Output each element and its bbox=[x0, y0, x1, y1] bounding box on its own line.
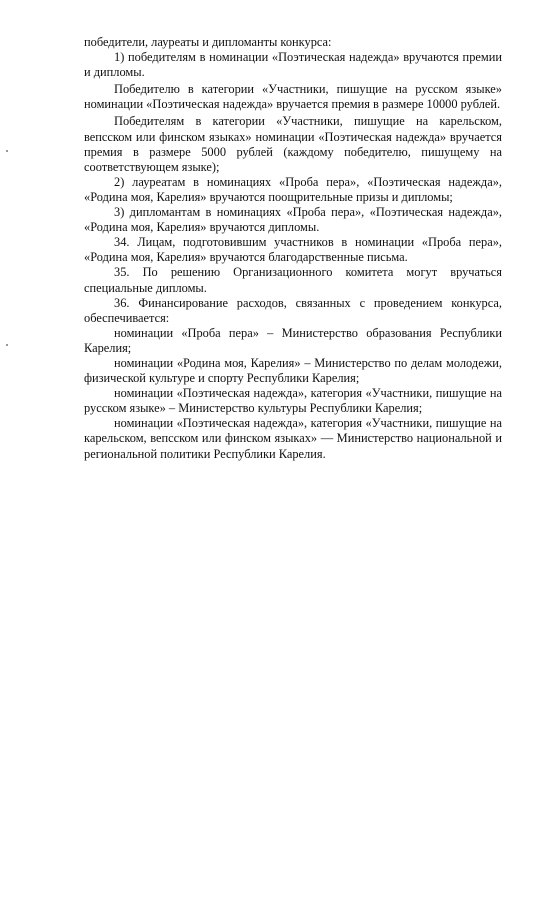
document-body bbox=[84, 35, 502, 462]
paragraph-34: 34. Лицам, подготовившим участников в номинации «Проба пера», «Родина моя, Карелия» вручаются благодарственные письма. bbox=[84, 235, 502, 265]
paragraph-prize-russian: Победителю в категории «Участники, пишущие на русском языке» номинации «Поэтическая надежда» вручается премия в размере 10000 рублей. bbox=[84, 82, 502, 112]
paragraph-funding-karelian: номинации «Поэтическая надежда», категория «Участники, пишущие на карельском, вепсском или финском языках» — Министерство национальной и региональной политики Республики Карелия. bbox=[84, 416, 502, 461]
paragraph-funding-proba-pera: номинации «Проба пера» – Министерство образования Республики Карелия; bbox=[84, 325, 502, 355]
scan-speck bbox=[6, 150, 8, 152]
paragraph-intro: победители, лауреаты и дипломанты конкурса: bbox=[84, 35, 332, 49]
paragraph-36: 36. Финансирование расходов, связанных с проведением конкурса, обеспечивается: bbox=[84, 295, 502, 325]
paragraph-item-3-diplomants: 3) дипломантам в номинациях «Проба пера», «Поэтическая надежда», «Родина моя, Карелия» вручаются дипломы. bbox=[84, 205, 502, 235]
paragraph-funding-russian: номинации «Поэтическая надежда», категория «Участники, пишущие на русском языке» – Министерство культуры Республики Карелия; bbox=[84, 386, 502, 416]
scan-speck bbox=[6, 344, 8, 346]
paragraph-item-2-laureates: 2) лауреатам в номинациях «Проба пера», «Поэтическая надежда», «Родина моя, Карелия» вручаются поощрительные призы и дипломы; bbox=[84, 174, 502, 204]
paragraph-funding-rodina: номинации «Родина моя, Карелия» – Министерство по делам молодежи, физической культуре и спорту Республики Карелия; bbox=[84, 355, 502, 386]
paragraph-item-1-winners: 1) победителям в номинации «Поэтическая надежда» вручаются премии и дипломы. bbox=[84, 50, 502, 80]
paragraph-prize-karelian: Победителям в категории «Участники, пишущие на карельском, вепсском или финском языках» номинации «Поэтическая надежда» вручается премия в размере 5000 рублей (каждому победителю, пишущему на соответствующем языке); bbox=[84, 114, 502, 174]
paragraph-35: 35. По решению Организационного комитета могут вручаться специальные дипломы. bbox=[84, 265, 502, 295]
